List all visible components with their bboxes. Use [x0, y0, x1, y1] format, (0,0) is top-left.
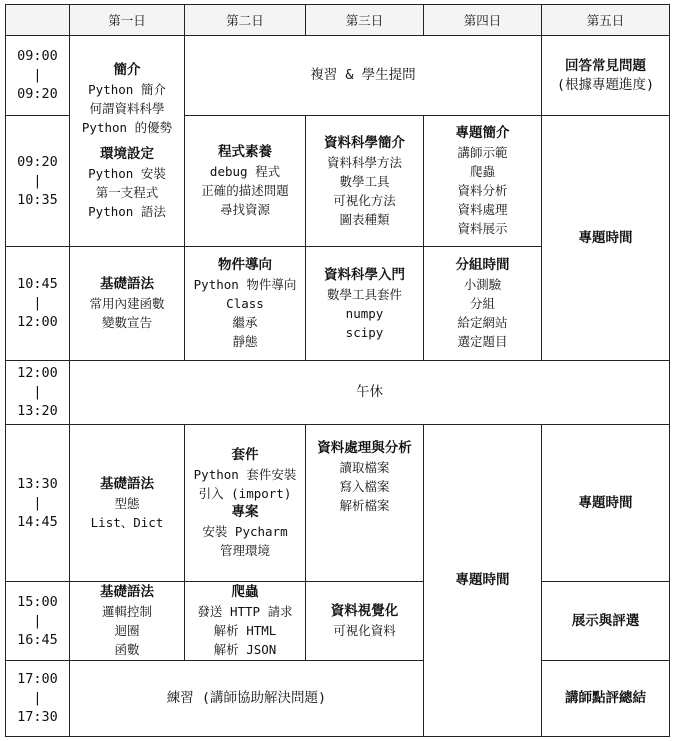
cell-line: 分組 [469, 296, 495, 311]
spacer [72, 137, 182, 145]
cell-line: Python 物件導向 [193, 277, 297, 292]
d4-grouping-cell [424, 247, 542, 361]
faq-cell [542, 36, 670, 116]
d5-project-time-cell: 專題時間 [542, 116, 670, 361]
time-cell-1700 [6, 661, 70, 737]
cell-line: 寫入檔案 [339, 479, 390, 494]
header-day2: 第二日 [185, 5, 306, 36]
cell-title: 回答常見問題 [565, 57, 646, 74]
row-1700 [6, 661, 670, 737]
header-day1: 第一日 [70, 5, 185, 36]
cell-title: 程式素養 [218, 144, 272, 160]
cell-line: scipy [345, 324, 384, 340]
d2-oop-cell [185, 247, 306, 361]
d2-literacy-cell [185, 116, 306, 247]
cell-line: 尋找資源 [219, 202, 270, 217]
d2-packages-cell [185, 425, 306, 582]
cell-line: Python 套件安裝 [193, 467, 297, 482]
header-day3: 第三日 [306, 5, 424, 36]
cell-line: 給定網站 [457, 315, 508, 330]
review-cell: 複習 & 學生提問 [185, 36, 542, 116]
cell-line: 迴圈 [114, 623, 140, 638]
time-sep: | [33, 295, 42, 311]
time-end: 14:45 [17, 513, 58, 530]
row-0900 [6, 36, 670, 116]
d5-final-review-cell: 講師點評總結 [542, 661, 670, 737]
d5-showcase-cell: 展示與評選 [542, 582, 670, 661]
cell-title: 專案 [231, 504, 259, 520]
cell-title: 基礎語法 [100, 475, 154, 492]
cell-line: 解析 JSON [213, 642, 277, 657]
time-sep: | [33, 384, 42, 400]
cell-line: 可視化資料 [333, 623, 396, 638]
time-end: 16:45 [17, 631, 58, 648]
d1-basic-syntax-types-cell [70, 425, 185, 582]
cell-line: 變數宣告 [101, 315, 152, 330]
cell-line: List、Dict [90, 514, 164, 530]
time-start: 12:00 [17, 365, 58, 381]
time-start: 17:00 [17, 671, 58, 687]
cell-line: 發送 HTTP 請求 [197, 604, 293, 619]
d1-basic-syntax-cell [70, 247, 185, 361]
cell-line: 管理環境 [219, 543, 270, 558]
cell-line: 資料展示 [457, 221, 508, 236]
cell-title: 爬蟲 [231, 584, 259, 600]
cell-title: 環境設定 [100, 146, 154, 162]
cell-line: 數學工具 [339, 173, 390, 189]
cell-title: 套件 [231, 447, 259, 463]
cell-title: 基礎語法 [100, 276, 154, 292]
cell-line: debug 程式 [209, 164, 281, 179]
time-start: 10:45 [17, 276, 58, 292]
lunch-cell: 午休 [70, 361, 670, 425]
d3-visualization-cell [306, 582, 424, 661]
cell-line: 資料分析 [457, 183, 508, 198]
cell-line: numpy [345, 305, 384, 321]
cell-line: 資料處理 [457, 202, 508, 217]
cell-line: (根據專題進度) [556, 76, 655, 93]
cell-line: 讀取檔案 [339, 460, 390, 475]
cell-line: 資料科學方法 [326, 154, 402, 170]
row-1500 [6, 582, 670, 661]
cell-line: 正確的描述問題 [201, 183, 289, 198]
cell-line: 邏輯控制 [101, 604, 152, 619]
cell-line: 第一支程式 [95, 185, 159, 200]
time-cell-1330 [6, 425, 70, 582]
d5-project-time-cell-2: 專題時間 [542, 425, 670, 582]
cell-title: 資料處理與分析 [317, 440, 412, 456]
time-sep: | [33, 67, 42, 83]
d4-project-time-cell: 專題時間 [424, 425, 542, 737]
cell-line: Python 的優勢 [81, 120, 173, 135]
time-end: 10:35 [17, 191, 58, 208]
cell-line: 解析檔案 [339, 498, 390, 513]
time-end: 17:30 [17, 709, 58, 725]
cell-line: 講師示範 [457, 145, 508, 160]
header-corner [6, 5, 70, 36]
d3-processing-cell [306, 425, 424, 582]
cell-line: 可視化方法 [333, 192, 396, 208]
cell-line: 安裝 Pycharm [202, 524, 288, 539]
time-cell-1200 [6, 361, 70, 425]
cell-line: 函數 [114, 642, 140, 657]
time-cell-1500 [6, 582, 70, 661]
schedule-wrapper [5, 4, 670, 737]
time-start: 09:00 [17, 48, 58, 64]
cell-line: 選定題目 [457, 334, 508, 349]
d2-crawler-cell [185, 582, 306, 661]
cell-title: 簡介 [113, 62, 141, 78]
schedule-table [5, 4, 670, 737]
d3-ds-intro-cell [306, 116, 424, 247]
row-1200 [6, 361, 670, 425]
cell-title: 分組時間 [455, 257, 510, 273]
cell-title: 資料科學簡介 [324, 134, 405, 151]
cell-line: 常用內建函數 [89, 296, 165, 311]
time-end: 13:20 [17, 403, 58, 419]
cell-line: Python 簡介 [88, 82, 166, 97]
time-sep: | [33, 172, 42, 189]
d4-project-intro-cell [424, 116, 542, 247]
cell-line: 何謂資料科學 [89, 101, 165, 116]
row-1330 [6, 425, 670, 582]
d1-basic-syntax-control-cell [70, 582, 185, 661]
cell-title: 資料視覺化 [330, 603, 399, 619]
time-start: 15:00 [17, 593, 58, 610]
header-day5: 第五日 [542, 5, 670, 36]
time-cell-0920 [6, 116, 70, 247]
time-sep: | [33, 612, 42, 629]
cell-line: Class [226, 296, 264, 311]
practice-cell: 練習 (講師協助解決問題) [70, 661, 424, 737]
cell-line: 引入 (import) [198, 486, 292, 501]
cell-line: Python 安裝 [88, 166, 166, 181]
d1-intro-env-cell [70, 36, 185, 247]
d3-ds-getting-started-cell [306, 247, 424, 361]
time-sep: | [33, 494, 42, 511]
cell-line: 靜態 [232, 334, 258, 349]
time-sep: | [33, 690, 42, 706]
header-row [6, 5, 670, 36]
cell-line: 圖表種類 [339, 211, 390, 227]
time-start: 09:20 [17, 153, 58, 170]
header-day4: 第四日 [424, 5, 542, 36]
cell-title: 資料科學入門 [324, 266, 405, 283]
cell-line: Python 語法 [88, 204, 166, 219]
cell-title: 物件導向 [218, 257, 272, 273]
time-start: 13:30 [17, 475, 58, 492]
cell-title: 專題簡介 [455, 125, 510, 141]
cell-line: 解析 HTML [213, 623, 277, 638]
time-end: 12:00 [17, 314, 58, 330]
cell-line: 小測驗 [463, 277, 502, 292]
cell-line: 型態 [114, 495, 140, 511]
time-cell-1045 [6, 247, 70, 361]
cell-line: 數學工具套件 [326, 286, 402, 302]
cell-title: 基礎語法 [100, 584, 154, 600]
cell-line: 繼承 [232, 315, 258, 330]
cell-line: 爬蟲 [469, 164, 495, 179]
time-end: 09:20 [17, 86, 58, 102]
time-cell-0900 [6, 36, 70, 116]
